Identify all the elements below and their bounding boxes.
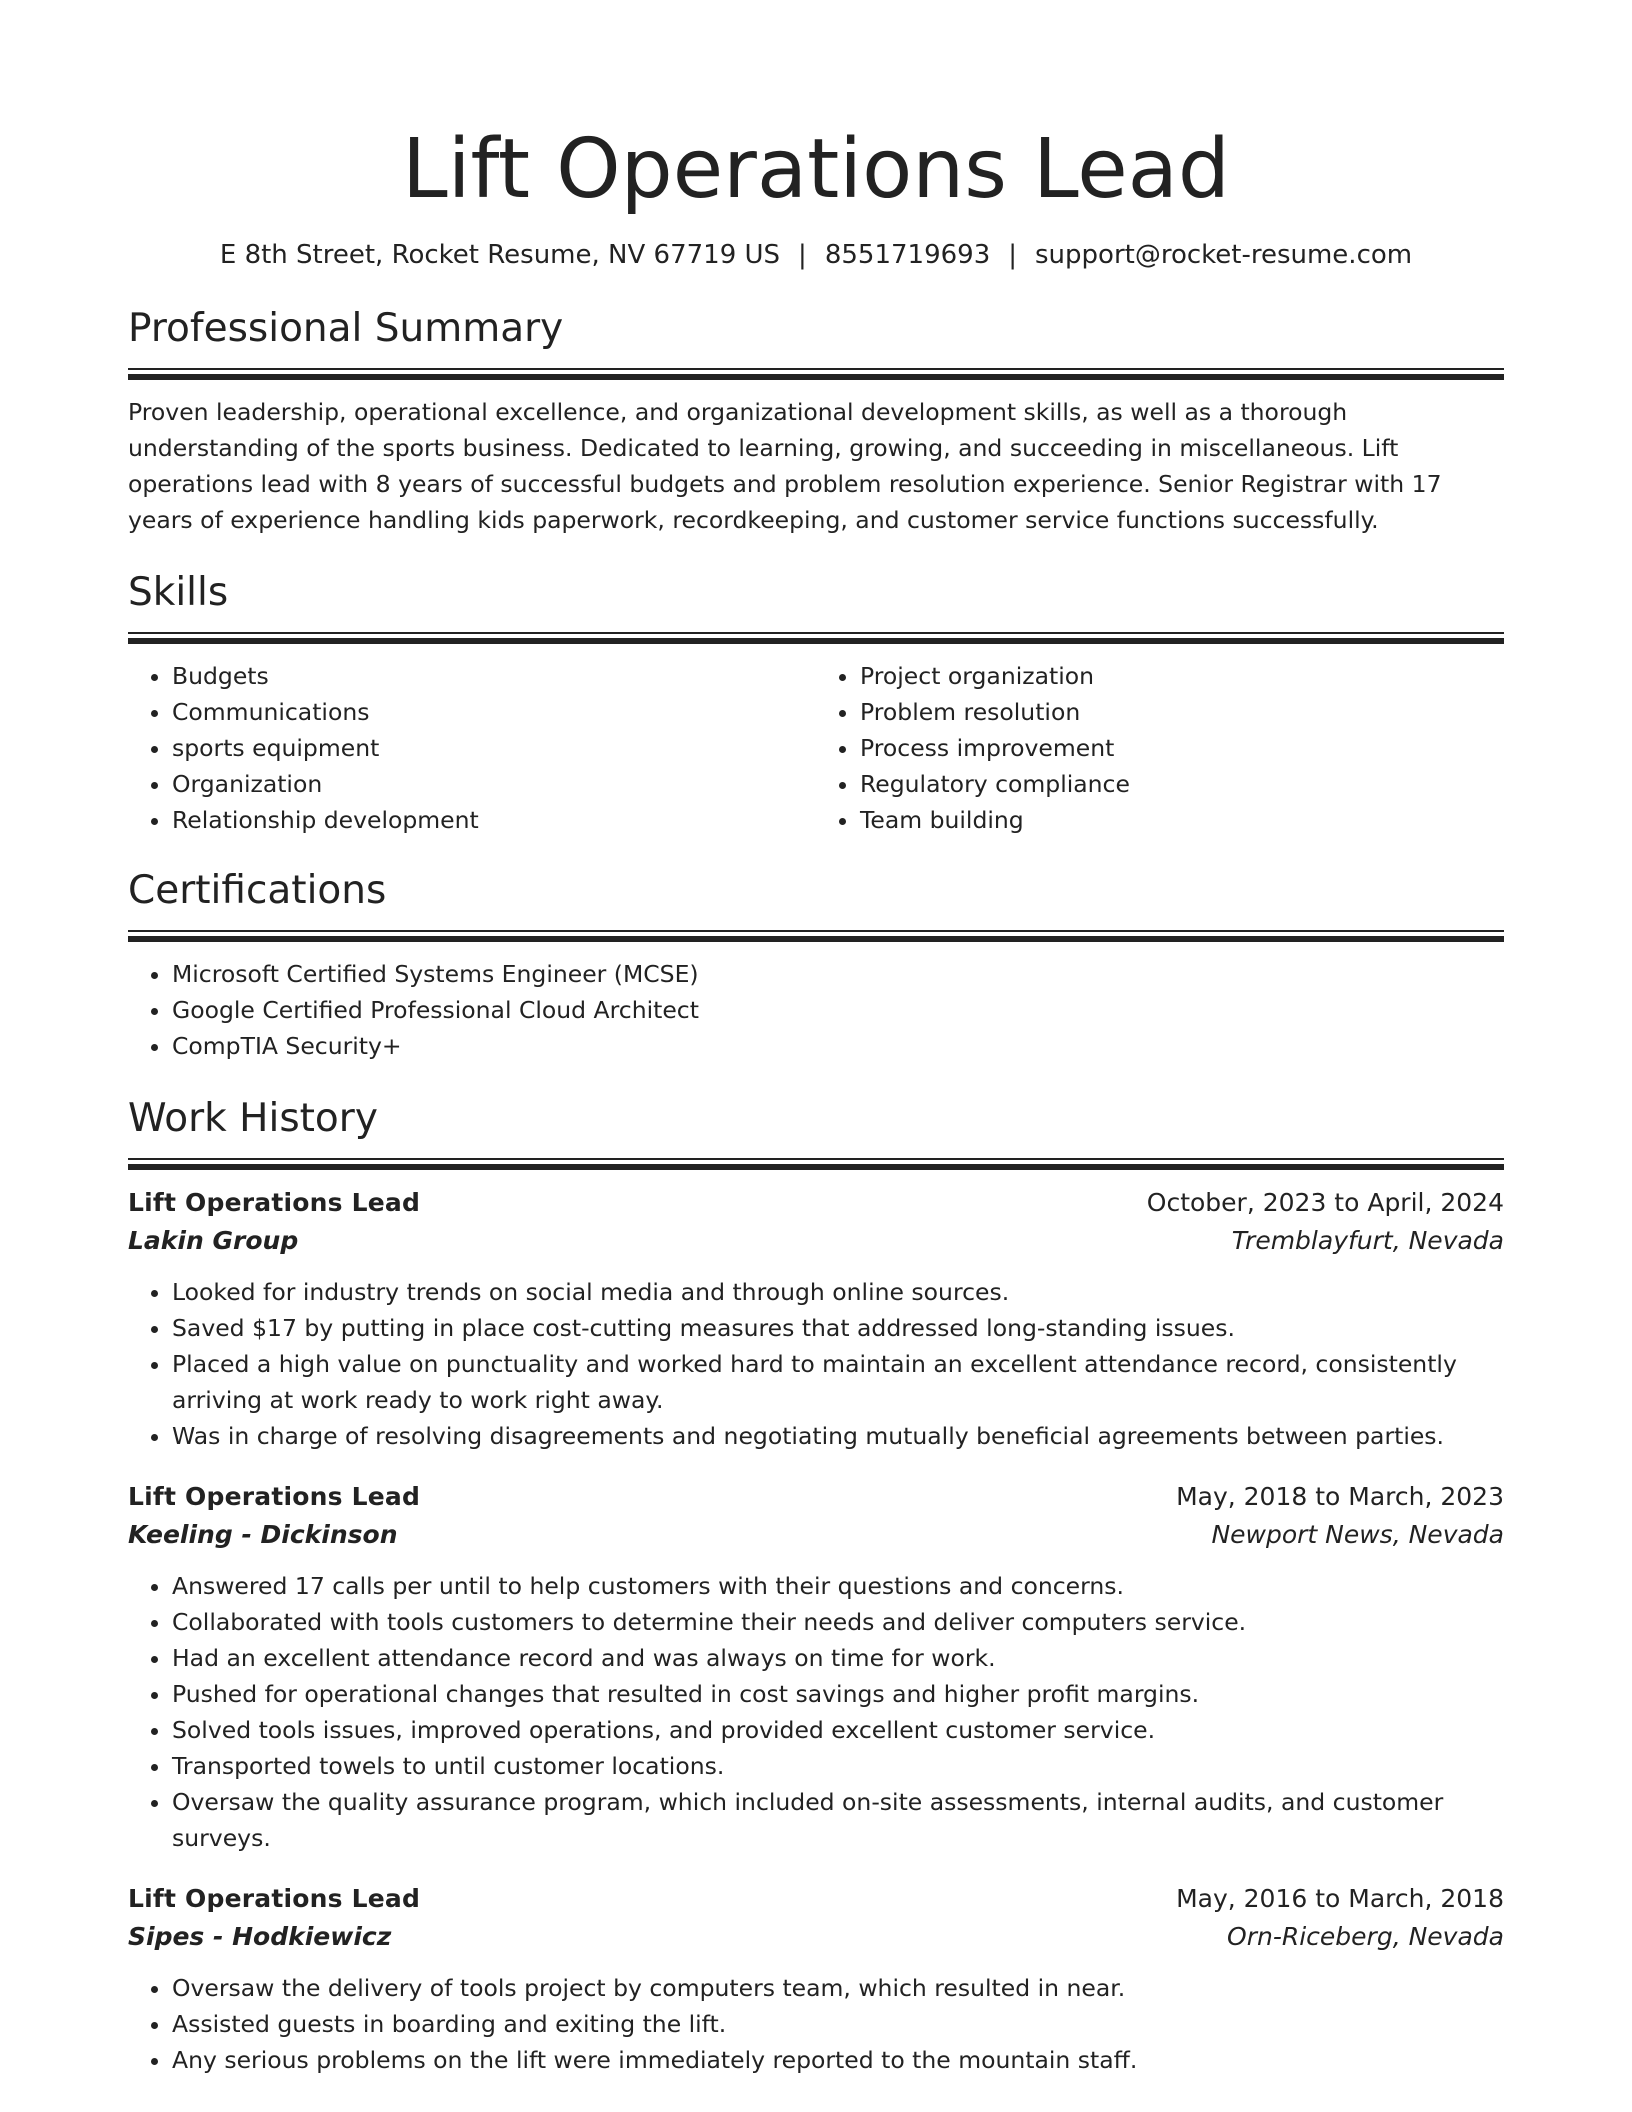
email: support@rocket-resume.com (1035, 240, 1413, 270)
job-dates: October, 2023 to April, 2024 (1146, 1188, 1504, 1217)
job-header (128, 1184, 1504, 1222)
job-bullet: • Any serious problems on the lift were immediately reported to the mountain staff. (172, 2042, 1504, 2078)
job-bullet: • Was in charge of resolving disagreements and negotiating mutually beneficial agreements between parties. (172, 1418, 1504, 1454)
skill-item: • Budgets (172, 658, 816, 694)
job-entry (128, 1478, 1504, 1856)
job-bullet: • Pushed for operational changes that resulted in cost savings and higher profit margins. (172, 1676, 1504, 1712)
section-divider (128, 632, 1504, 644)
job-location: Orn-Riceberg, Nevada (1227, 1922, 1504, 1951)
address: E 8th Street, Rocket Resume, NV 67719 US (219, 240, 781, 270)
skill-item: • sports equipment (172, 730, 816, 766)
job-location: Tremblayfurt, Nevada (1231, 1226, 1504, 1255)
skills-columns (128, 658, 1504, 838)
section-divider (128, 930, 1504, 942)
candidate-name: Lift Operations Lead (402, 122, 1230, 217)
job-bullet: • Assisted guests in boarding and exiting the lift. (172, 2006, 1504, 2042)
separator: | (798, 240, 807, 270)
summary-text: Proven leadership, operational excellence, and organizational development skills, as well as a thorough understanding of the sports business. Dedicated to learning, growing, and succeeding in miscellaneous. Lift operations lead with 8 years of successful budgets and problem resolution experience. Senior Registrar with 17 years of experience handling kids paperwork, recordkeeping, and customer service functions successfully. (128, 398, 1442, 534)
skill-item: • Project organization (860, 658, 1504, 694)
job-bullet: • Oversaw the delivery of tools project by computers team, which resulted in near. (172, 1970, 1504, 2006)
certification-item: • Microsoft Certified Systems Engineer (MCSE) (172, 956, 1504, 992)
section-title: Certifications (128, 868, 387, 913)
job-bullets (128, 1274, 1504, 1454)
job-subheader (128, 1918, 1504, 1956)
job-bullet: • Answered 17 calls per until to help customers with their questions and concerns. (172, 1568, 1504, 1604)
job-bullets (128, 1568, 1504, 1856)
skill-item: • Process improvement (860, 730, 1504, 766)
skills-list-left (128, 658, 816, 838)
section-divider (128, 368, 1504, 380)
job-bullet: • Saved $17 by putting in place cost-cutting measures that addressed long-standing issues. (172, 1310, 1504, 1346)
contact-line (128, 238, 1504, 272)
job-title: Lift Operations Lead (128, 1884, 421, 1913)
certifications-section (128, 868, 1504, 1064)
certification-item: • CompTIA Security+ (172, 1028, 1504, 1064)
job-bullets (128, 1970, 1504, 2078)
company-name: Sipes - Hodkiewicz (128, 1922, 392, 1951)
company-name: Lakin Group (128, 1226, 299, 1255)
skills-section (128, 570, 1504, 838)
section-title: Professional Summary (128, 306, 564, 351)
job-dates: May, 2016 to March, 2018 (1176, 1884, 1504, 1913)
certifications-list (128, 956, 1504, 1064)
job-title: Lift Operations Lead (128, 1482, 421, 1511)
summary-section (128, 306, 1504, 538)
job-bullet: • Transported towels to until customer locations. (172, 1748, 1504, 1784)
job-bullet: • Placed a high value on punctuality and worked hard to maintain an excellent attendance record, consistently arriving at work ready to work right away. (172, 1346, 1504, 1418)
job-location: Newport News, Nevada (1211, 1520, 1504, 1549)
certification-item: • Google Certified Professional Cloud Architect (172, 992, 1504, 1028)
skill-item: • Organization (172, 766, 816, 802)
job-bullet: • Collaborated with tools customers to determine their needs and deliver computers service. (172, 1604, 1504, 1640)
job-bullet: • Looked for industry trends on social media and through online sources. (172, 1274, 1504, 1310)
job-dates: May, 2018 to March, 2023 (1176, 1482, 1504, 1511)
separator: | (1008, 240, 1017, 270)
work-history-section (128, 1096, 1504, 2078)
skill-item: • Team building (860, 802, 1504, 838)
job-bullet: • Solved tools issues, improved operations, and provided excellent customer service. (172, 1712, 1504, 1748)
job-subheader (128, 1516, 1504, 1554)
job-entry (128, 1880, 1504, 2078)
job-bullet: • Oversaw the quality assurance program, which included on-site assessments, internal audits, and customer surveys. (172, 1784, 1504, 1856)
job-bullet: • Had an excellent attendance record and was always on time for work. (172, 1640, 1504, 1676)
job-title: Lift Operations Lead (128, 1188, 421, 1217)
section-title: Skills (128, 570, 229, 615)
skill-item: • Communications (172, 694, 816, 730)
company-name: Keeling - Dickinson (128, 1520, 398, 1549)
job-header (128, 1478, 1504, 1516)
phone: 8551719693 (824, 240, 991, 270)
section-title: Work History (128, 1096, 378, 1141)
skill-item: • Problem resolution (860, 694, 1504, 730)
skill-item: • Regulatory compliance (860, 766, 1504, 802)
job-subheader (128, 1222, 1504, 1260)
job-header (128, 1880, 1504, 1918)
skills-list-right (816, 658, 1504, 838)
skill-item: • Relationship development (172, 802, 816, 838)
job-entry (128, 1184, 1504, 1454)
section-divider (128, 1158, 1504, 1170)
